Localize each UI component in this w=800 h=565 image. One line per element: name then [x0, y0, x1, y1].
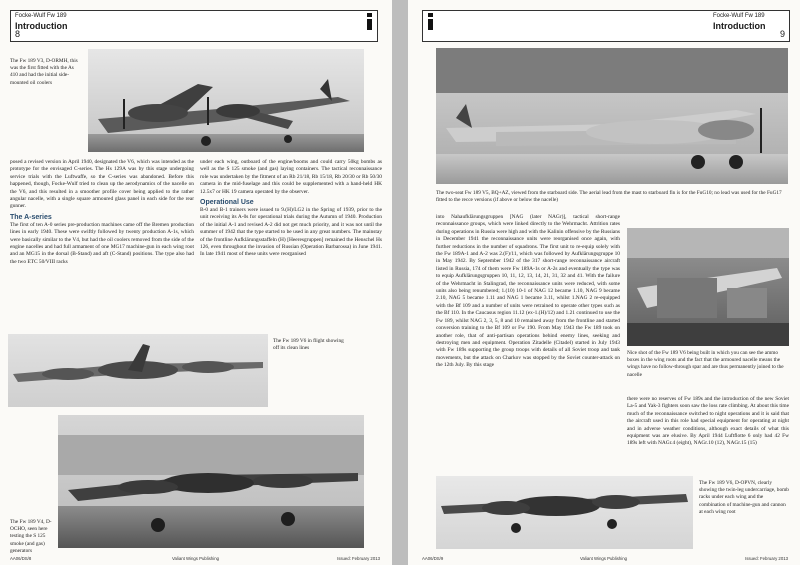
page-number: 9 [779, 29, 785, 39]
aircraft-illustration [58, 415, 364, 548]
right-column-1 [436, 214, 620, 370]
paragraph: under each wing, outboard of the engine/booms and could carry 50kg bombs as well as the S 125 smoke (and gas) laying containers. The tactical reconnaissance role was undertaken by the fitment of an Rb 21/18, Rb 15/18, Rb 20/30 or Rb 50/30 camera in the mid-fuselage and this could be supplemented with a hand-held HK 12.5x7 or HK 19 camera operated by the observer. [200, 159, 382, 195]
footer-publisher: Valiant Wings Publishing [172, 556, 219, 561]
caption-top: The Fw 189 V3, D-ORMH, this was the first fitted with the As 410 and had the initial side-mounted oil coolers [10, 58, 78, 86]
footer-code: AA06/DS/8 [10, 556, 32, 561]
header-series: Focke-Wulf Fw 189 [713, 13, 765, 19]
photo-fw189-v6-construction [627, 228, 789, 346]
aircraft-illustration [8, 334, 268, 407]
caption-bottom: The Fw 189 V6, D-OPVN, clearly showing the twin-leg undercarriage, bomb racks under each wing and the combination of machine-gun and cannon at each wing root [699, 480, 789, 515]
left-column-2 [200, 159, 382, 259]
right-header [422, 10, 790, 42]
photo-fw189-v6-flight [8, 334, 268, 407]
paragraph: into Nahaufklärungsgruppen [NAG (later NAGr)], tactical short-range reconnaissance groups, which were linked directly to the Wehrmacht. Attrition rates during operations in Russia were high and with the Kalinin offensive by the Russians in December 1941 the reconnaissance units were reorganised once again, with further reductions in the number of squadrons. The first unit to re-equip solely with the Fw 189A-1 and A-2 was 2.(F)/11, which was followed by Aufklärungsgruppe 10 in May 1942. By September 1942 of the 317 short-range reconnaissance aircraft listed in Russia, 174 of them were Fw 189A-1s or A-2s and eventually the type was to equip Aufklärungsgruppen 10, 11, 12, 13, 14, 21, 31, 32 and 41. With the failure of the Wehrmacht in Stalingrad, the reconnaissance units were reduced, with some units also being renumbered; 1.(10) 10-1 of NAG 12 became 1.10, NAG 9 became 2.10, NAG 5 became 1.11 and NAG 1 became 3.11, whilst 1.NAG 2 re-equipped with the Bf 109 and a number of units were retrained to operate other types such as the Bf 110. In the Caucasus region 11.12 (ex-1.(H)/12) and 1.21 continued to use the Fw 189, whilst NAG 2, 3, 5, 8 and 10 remained away from the frontline and started conversion training to the Bf 109 or Fw 190. From May 1943 the Fw 189 took on another role, that of anti-partisan operations behind enemy lines, seeking and destroying men and equipment. Operation Zitadelle (Citadel) started in July 1943 with Fw 189s supporting the group troops with details of all Soviet troop and tank movements, but the attack on Charkov was stopped by the Soviet counter-attack on the 12th July. By this stage [436, 214, 620, 369]
paragraph: The first of ten A-0 series pre-production machines came off the Bremen production lines in early 1940. These were swiftly followed by twenty production A-1s, which were basically similar to the V4, but had the oil coolers removed from the side of the engine nacelles and had full armament of one MG17 machine-gun in each wing root and an MG15 in the dorsal (B-Stand) and aft (C-Stand) positions. The type also had the two ETC 50/VIII racks [10, 221, 194, 265]
info-icon [365, 13, 374, 30]
aircraft-illustration [436, 476, 693, 549]
paragraph: B-0 and B-1 trainers were issued to 9.(H)/LG2 in the Spring of 1939, prior to the unit receiving its A-0s for operational trials during the Autumn of 1940. Production of the initial A-1 and revised A-2 did not get much priority, and it was not until the summer of 1942 that the type started to be used in any great numbers. The mainstay of the frontline Aufklärungsstaffeln (H) [Heeresgruppen] remained the Henschel Hs 126, even throughout the invasion of Russian (Operation Barbarossa) in June 1941. In late 1941 most of these units were reorganised [200, 207, 382, 258]
header-section: Introduction [15, 21, 68, 31]
right-page [408, 0, 800, 565]
section-heading: Operational Use [200, 199, 254, 207]
photo-fw189-v5 [436, 48, 788, 184]
paragraph: posed a revised version in April 1940, designated the V6, which was intended as the prototype for the envisaged C-series. The Hs 129A was by this stage undergoing service trials with the Luftwaffe, so the C-series was abandoned. Before this happened, though, Focke-Wulf tried to clean up the aerodynamics of the nacelle on the V6, and this resulted in a smoother profile cover being applied to the rather angular nacelle, with a single square armoured glass panel in each side for the rear gunner. [10, 159, 194, 210]
left-header [10, 10, 378, 42]
paragraph: there were no reserves of Fw 189s and the introduction of the new Soviet La-5 and Yak-3 fighters soon saw the loss rate climbing. At about this time much of the reconnaissance switched to night operations and it is said that the aircraft used in this role had special equipment for operating at night and in adverse weather conditions, although exact details of what this equipment was are elusive. By April 1944 Luftflotte 6 only had 42 Fw 189s left with NAGr.4 (eight), NAGr.10 (12), NAGr.15 (15) [627, 396, 789, 447]
construction-illustration [627, 228, 789, 346]
photo-fw189-v4 [58, 415, 364, 548]
caption-top: The two-seat Fw 189 V5, BQ+AZ, viewed from the starboard side. The aerial lead from the mast to starboard fin is for the FuG10; no lead was used for the FuG17 fitted to the recce versions (if above or below the nacelle) [436, 190, 782, 204]
caption-middle: Nice shot of the Fw 189 V6 being built in which you can see the ammo boxes in the wing roots and the fact that the armoured nacelle means the wings have no follow-through spar and are thus permanently joined to the nacelle [627, 350, 784, 378]
photo-fw189-v3 [88, 49, 364, 152]
header-section: Introduction [713, 21, 766, 31]
footer-code: AA06/DS/9 [422, 556, 444, 561]
left-page [0, 0, 392, 565]
left-column-1 [10, 159, 194, 266]
caption-middle: The Fw 189 V6 in flight showing off its clean lines [273, 338, 344, 352]
right-column-2 [627, 396, 789, 448]
footer-publisher: Valiant Wings Publishing [580, 556, 627, 561]
header-series: Focke-Wulf Fw 189 [15, 13, 67, 19]
info-icon [426, 13, 435, 30]
aircraft-illustration [88, 49, 364, 152]
footer-issue: Issued: February 2013 [745, 556, 788, 561]
page-number: 8 [15, 29, 21, 39]
aircraft-illustration [436, 48, 788, 184]
footer-issue: Issued: February 2013 [337, 556, 380, 561]
section-heading: The A-series [10, 213, 52, 221]
caption-bottom: The Fw 189 V4, D-OCHO, seen here testing the S 125 smoke (and gas) generators [10, 519, 52, 554]
photo-fw189-v6-undercarriage [436, 476, 693, 549]
